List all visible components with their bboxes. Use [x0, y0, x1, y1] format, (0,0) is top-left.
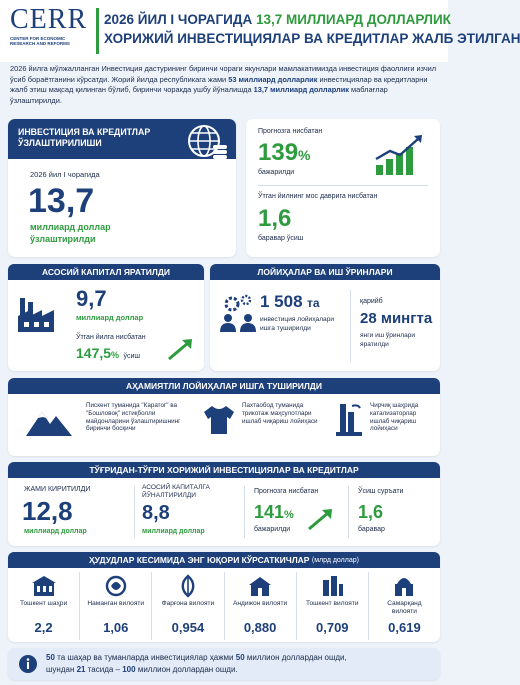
projects-desc: инвестиция лойиҳалари ишга туширилди: [260, 316, 335, 332]
region-column: [151, 572, 223, 640]
investment-value: 13,7: [28, 182, 95, 220]
important-item-1: Пискент туманида "Каратог" ва "Бошловоқ" истиқболли майдонларини ўзлаштиришнинг биринчи босқичи: [86, 402, 181, 433]
capital-label-2: Ўтган йилга нисбатан: [76, 334, 146, 341]
important-item-3: Чирчиқ шаҳрида катализаторлар ишлаб чиқариш лойиҳаси: [370, 402, 419, 433]
region-name: Андижон вилояти: [233, 600, 288, 607]
fdi-forecast-label: Прогнозга нисбатан: [254, 488, 319, 495]
important-projects-card: [8, 378, 440, 456]
fdi-cap-unit: миллиард доллар: [142, 528, 205, 535]
forecast-divider: [258, 185, 428, 186]
headline-line-1: 2026 ЙИЛ I ЧОРАГИДА 13,7 МИЛЛИАРД ДОЛЛАРЛИК: [104, 12, 451, 27]
footer-note: [8, 648, 440, 680]
region-building-icon: [175, 574, 201, 598]
fdi-divider-1: [134, 486, 135, 538]
chemical-plant-icon: [334, 402, 366, 438]
fdi-divider-3: [348, 486, 349, 538]
factory-icon: [16, 294, 62, 334]
cerr-logo: CERR CENTER FOR ECONOMIC RESEARCH AND REFORMS: [10, 4, 88, 46]
fdi-cap-value: 8,8: [142, 502, 170, 524]
region-column: [296, 572, 368, 640]
investment-period: 2026 йил I чорагида: [30, 170, 100, 179]
fdi-total-value: 12,8: [22, 496, 73, 526]
regions-title: ҲУДУДЛАР КЕСИМИДА ЭНГ ЮҚОРИ КЎРСАТКИЧЛАР (млрд доллар): [8, 552, 440, 568]
investment-unit: миллиард доллар: [30, 222, 111, 232]
region-column: [8, 572, 79, 640]
region-building-icon: [319, 574, 345, 598]
fdi-title: ТЎҒРИДАН-ТЎҒРИ ХОРИЖИЙ ИНВЕСТИЦИЯЛАР ВА КРЕДИТЛАР: [8, 462, 440, 478]
projects-value: 1 508 та: [260, 292, 320, 311]
region-value: 2,2: [34, 620, 53, 635]
region-name: Тошкент вилояти: [305, 600, 359, 607]
fdi-cap-label: АСОСИЙ КАПИТАЛГА ЙЎНАЛТИРИЛДИ: [142, 484, 210, 499]
fdi-forecast-value: 141%: [254, 502, 294, 522]
forecast-sub-2: баравар ўсиш: [258, 235, 304, 242]
important-title: АҲАМИЯТЛИ ЛОЙИҲАЛАР ИШГА ТУШИРИЛДИ: [8, 378, 440, 394]
region-building-icon: [247, 574, 273, 598]
projects-divider: [350, 290, 351, 362]
team-gears-icon: [218, 294, 262, 334]
forecast-label-2: Ўтган йилнинг мос даврига нисбатан: [258, 193, 378, 200]
region-name: Тошкент шаҳри: [19, 600, 68, 607]
header-divider: [96, 8, 99, 54]
region-name: Самарқанд вилояти: [387, 600, 422, 615]
regions-row: [8, 572, 440, 640]
important-item-2: Пахтаобод туманида трикотаж маҳсулотлари ишлаб чиқариш лойиҳаси: [242, 402, 318, 425]
region-building-icon: [391, 574, 417, 598]
region-column: [368, 572, 440, 640]
capital-card: [8, 264, 204, 371]
fdi-card: [8, 462, 440, 546]
region-building-icon: [31, 574, 57, 598]
capital-value-2: 147,5% ўсиш: [76, 345, 141, 361]
investment-suffix: ўзлаштирилди: [30, 234, 96, 244]
info-icon: [18, 654, 38, 674]
forecast-value: 139%: [258, 139, 311, 166]
forecast-card: [246, 119, 440, 257]
region-name: Фарғона вилояти: [161, 600, 215, 607]
tshirt-icon: [202, 404, 236, 436]
region-value: 1,06: [103, 620, 129, 635]
region-value: 0,619: [388, 620, 421, 635]
capital-value: 9,7: [76, 286, 107, 311]
capital-title: АСОСИЙ КАПИТАЛ ЯРАТИЛДИ: [8, 264, 204, 280]
investment-title: ИНВЕСТИЦИЯ ВА КРЕДИТЛАР ЎЗЛАШТИРИЛИШИ: [18, 127, 151, 148]
forecast-label: Прогнозга нисбатан: [258, 128, 323, 135]
header: [0, 0, 520, 62]
region-value: 0,709: [316, 620, 349, 635]
region-value: 0,880: [243, 620, 277, 635]
projects-title: ЛОЙИҲАЛАР ВА ИШ ЎРИНЛАРИ: [210, 264, 440, 280]
mountain-icon: [26, 406, 74, 438]
fdi-total-unit: миллиард доллар: [24, 528, 87, 535]
fdi-growth-label: Ўсиш суръати: [358, 488, 404, 495]
fdi-divider-2: [244, 486, 245, 538]
globe-coins-icon: [186, 123, 230, 163]
growth-chart-icon: [374, 133, 426, 177]
region-name: Наманган вилояти: [87, 600, 145, 607]
investment-card: [8, 119, 236, 257]
footer-line-1: 50 та шаҳар ва туманларда инвестициялар ҳажми 50 миллион доллардан ошди,: [46, 653, 347, 662]
headline-line-2: ХОРИЖИЙ ИНВЕСТИЦИЯЛАР ВА КРЕДИТЛАР ЖАЛБ ЭТИЛГАН: [104, 31, 520, 46]
regions-card: [8, 552, 440, 642]
growth-arrow-icon: [166, 338, 194, 362]
capital-unit: миллиард доллар: [76, 313, 144, 322]
forecast-value-2: 1,6: [258, 205, 292, 232]
fdi-growth-sub: баравар: [358, 526, 385, 533]
fdi-forecast-sub: бажарилди: [254, 526, 291, 533]
fdi-arrow-icon: [306, 508, 334, 532]
region-value: 0,954: [171, 620, 205, 635]
intro-paragraph: 2026 йилга мўлжалланган Инвестиция дастурининг биринчи чораги якунлари мамлакатимизда инвестиция фаоллиги изчил ўсиб бораётганини кўрсатди. Жорий йилда республикага жами 53 миллиард долларлик инвестициялар ва кредитларни жалб этиш мақсад қилинган бўлиб, биринчи чоракда ушбу йўналишда 13,7 миллиард долларлик маблағлар ўзлаштирилди.: [10, 64, 437, 105]
region-column: [79, 572, 151, 640]
footer-line-2: шундан 21 тасида – 100 миллион доллардан ошди.: [46, 665, 238, 674]
fdi-total-label: ЖАМИ КИРИТИЛДИ: [24, 486, 91, 493]
projects-card: [210, 264, 440, 371]
jobs-approx: қарийб: [360, 298, 383, 305]
region-column: [224, 572, 296, 640]
jobs-value: 28 мингта: [360, 310, 433, 327]
fdi-growth-value: 1,6: [358, 502, 384, 522]
jobs-desc: янги иш ўринлари яратилди: [360, 332, 416, 348]
forecast-sub: бажарилди: [258, 169, 295, 176]
region-building-icon: [103, 574, 129, 598]
